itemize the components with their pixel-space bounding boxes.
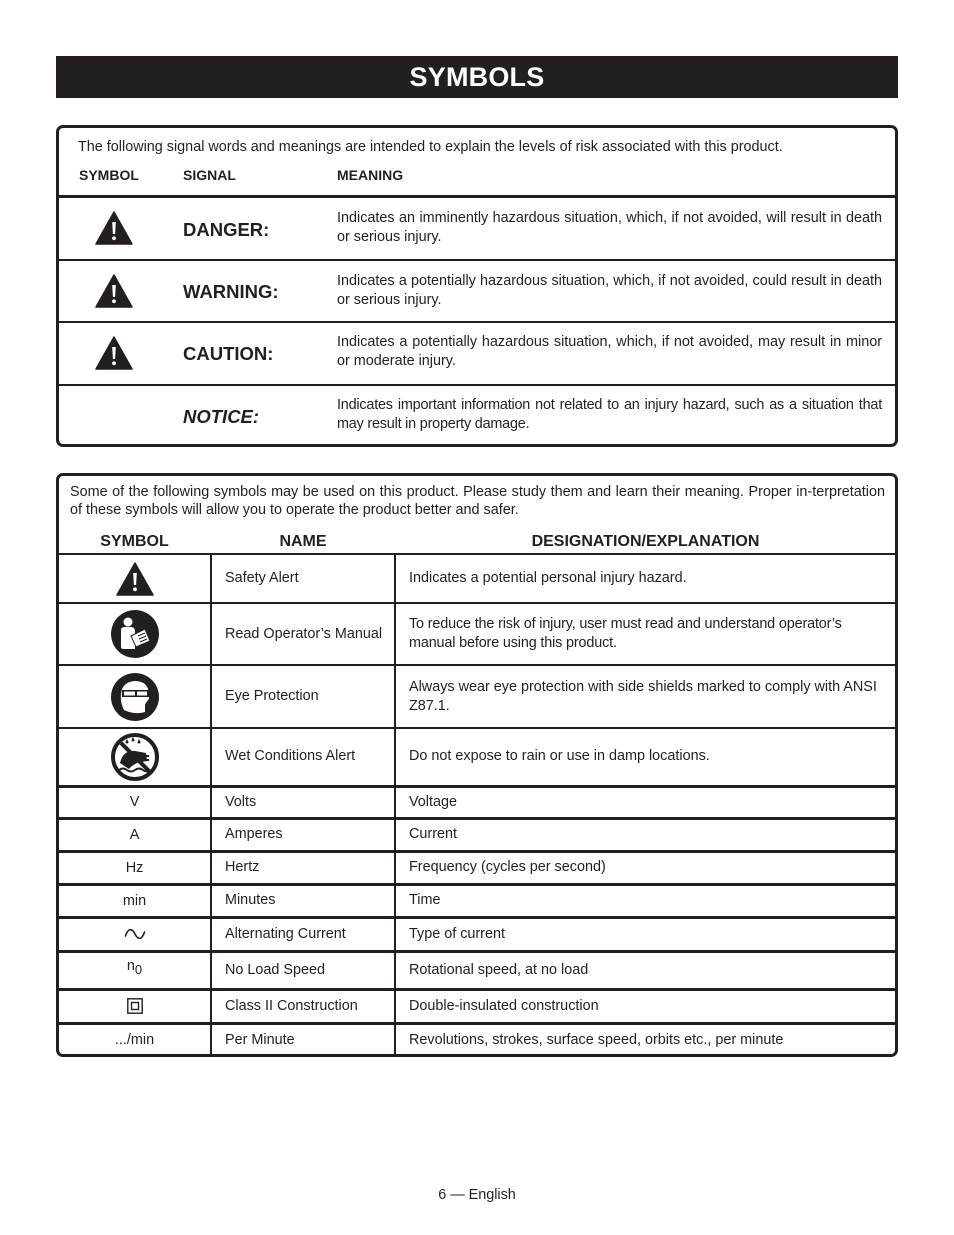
signal-word-warning: WARNING:: [183, 281, 279, 302]
designation-cell: Revolutions, strokes, surface speed, orbits etc., per minute: [395, 1023, 895, 1056]
signal-meaning-notice: Indicates important information not related to an injury hazard, such as a situation that may result in property damage.: [337, 397, 882, 432]
designation-cell: Rotational speed, at no load: [395, 951, 895, 989]
name-cell: No Load Speed: [211, 951, 395, 989]
signal-row-danger: [59, 198, 895, 261]
column-header-designation: DESIGNATION/EXPLANATION: [531, 533, 760, 550]
designation-cell: Voltage: [395, 786, 895, 818]
symbol-cell: [59, 728, 211, 786]
page-title-bar: [56, 56, 898, 98]
designation-cell: Double-insulated construction: [395, 989, 895, 1023]
warning-triangle-icon: [95, 211, 133, 245]
symbol-cell: [59, 951, 211, 989]
symbol-cell: Hz: [59, 851, 211, 884]
name-cell: Safety Alert: [211, 554, 395, 603]
symbols-table: [59, 553, 895, 1056]
symbol-cell: .../min: [59, 1023, 211, 1056]
signal-words-header: [59, 128, 895, 198]
symbol-cell: [59, 665, 211, 728]
table-row: [59, 1023, 895, 1056]
alternating-current-icon: [124, 927, 146, 941]
signal-word-danger: DANGER:: [183, 219, 270, 240]
name-cell: Alternating Current: [211, 917, 395, 951]
warning-triangle-icon: [95, 274, 133, 308]
table-row: [59, 554, 895, 603]
signal-row-warning: [59, 261, 895, 323]
name-cell: Wet Conditions Alert: [211, 728, 395, 786]
column-header-signal: SIGNAL: [183, 167, 236, 183]
name-cell: Hertz: [211, 851, 395, 884]
designation-cell: Indicates a potential personal injury hazard.: [395, 554, 895, 603]
table-row: [59, 851, 895, 884]
table-row: [59, 951, 895, 989]
designation-cell: Always wear eye protection with side shields marked to comply with ANSI Z87.1.: [395, 665, 895, 728]
page-footer: 6 — English: [438, 1187, 516, 1203]
signal-meaning-danger: Indicates an imminently hazardous situation, which, if not avoided, will result in death or serious injury.: [337, 210, 882, 245]
table-row: [59, 917, 895, 951]
designation-cell: Current: [395, 818, 895, 851]
column-header-name: NAME: [279, 533, 327, 550]
table-row: [59, 884, 895, 917]
table-row: [59, 603, 895, 665]
signal-meaning-warning: Indicates a potentially hazardous situation, which, if not avoided, could result in death or serious injury.: [337, 273, 882, 308]
designation-cell: Time: [395, 884, 895, 917]
symbol-cell: [59, 917, 211, 951]
no-load-speed-symbol: n: [126, 957, 135, 974]
name-cell: Per Minute: [211, 1023, 395, 1056]
signal-row-caution: [59, 323, 895, 386]
signal-words-box: [56, 125, 898, 447]
symbols-box: [56, 473, 898, 1057]
signal-words-intro: The following signal words and meanings are intended to explain the levels of risk associated with this product.: [78, 139, 783, 155]
wet-conditions-icon: [111, 733, 159, 781]
table-row: [59, 818, 895, 851]
designation-cell: To reduce the risk of injury, user must read and understand operator’s manual before using this product.: [395, 603, 895, 665]
symbol-cell: [59, 989, 211, 1023]
page-title: SYMBOLS: [409, 61, 545, 92]
column-header-meaning: MEANING: [337, 167, 404, 183]
name-cell: Volts: [211, 786, 395, 818]
signal-row-notice: [59, 386, 895, 446]
read-manual-icon: [110, 609, 160, 659]
name-cell: Read Operator’s Manual: [211, 603, 395, 665]
name-cell: Class II Construction: [211, 989, 395, 1023]
table-row: [59, 786, 895, 818]
symbol-cell: min: [59, 884, 211, 917]
warning-triangle-icon: [95, 336, 133, 370]
safety-alert-icon: [116, 562, 154, 596]
class-ii-construction-icon: [127, 998, 143, 1014]
symbol-cell: V: [59, 786, 211, 818]
name-cell: Minutes: [211, 884, 395, 917]
signal-word-notice: NOTICE:: [183, 406, 260, 427]
name-cell: Amperes: [211, 818, 395, 851]
designation-cell: Frequency (cycles per second): [395, 851, 895, 884]
symbols-intro: Some of the following symbols may be used on this product. Please study them and learn their meaning. Proper in-terpretation of these symbols will allow you to operate the product better and safer.: [70, 484, 885, 518]
column-header-symbol: SYMBOL: [79, 167, 139, 183]
no-load-speed-subscript: 0: [134, 961, 143, 977]
designation-cell: Type of current: [395, 917, 895, 951]
column-header-symbol: SYMBOL: [100, 533, 169, 550]
table-row: [59, 728, 895, 786]
symbol-cell: A: [59, 818, 211, 851]
symbol-cell: [59, 554, 211, 603]
symbol-cell: [59, 603, 211, 665]
table-row: [59, 989, 895, 1023]
signal-meaning-caution: Indicates a potentially hazardous situation, which, if not avoided, may result in minor or moderate injury.: [337, 334, 882, 369]
signal-word-caution: CAUTION:: [183, 343, 274, 364]
name-cell: Eye Protection: [211, 665, 395, 728]
designation-cell: Do not expose to rain or use in damp locations.: [395, 728, 895, 786]
eye-protection-icon: [110, 672, 160, 722]
table-row: [59, 665, 895, 728]
